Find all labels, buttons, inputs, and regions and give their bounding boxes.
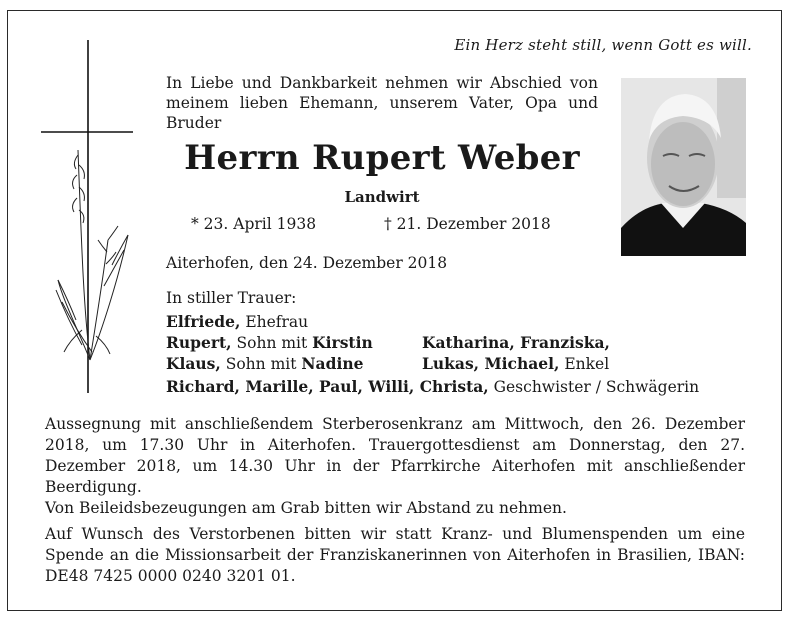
mourner-row [166,354,363,373]
condolence-paragraph: Von Beileidsbezeugungen am Grab bitten wir Abstand zu nehmen. [45,499,567,517]
mourner-relation: Ehefrau [240,313,309,331]
mourner-relation: Sohn mit [220,355,302,373]
mourner-partner: Kirstin [312,333,373,352]
cross-with-wheat-icon [38,40,138,400]
grandchildren-names: Lukas, Michael, [422,354,560,373]
grandchildren-relation: Enkel [559,355,610,373]
birth-date: * 23. April 1938 [191,215,317,233]
place-and-date: Aiterhofen, den 24. Dezember 2018 [166,254,448,272]
mourner-row [166,333,373,352]
mourner-relation: Sohn mit [231,334,313,352]
sibling-names: Richard, Marille, Paul, Willi, Christa, [166,377,489,396]
donation-paragraph: Auf Wunsch des Verstorbenen bitten wir statt Kranz- und Blumenspenden um eine Spende an die Missionsarbeit der Franziskanerinnen von Aiterhofen in Brasilien, IBAN: DE48 7425 0000 0240 3201 01. [45,525,745,585]
mourner-name: Rupert, [166,333,232,352]
mourner-name: Klaus, [166,354,221,373]
occupation: Landwirt [344,188,420,206]
mourner-grandchildren [422,333,610,352]
intro-text: In Liebe und Dankbarkeit nehmen wir Abschied von meinem lieben Ehemann, unserem Vater, Opa und Bruder [166,74,598,132]
death-date: † 21. Dezember 2018 [384,215,551,233]
service-paragraph: Aussegnung mit anschließendem Sterberosenkranz am Mittwoch, den 26. Dezember 2018, um 17.30 Uhr in Aiterhofen. Trauergottesdienst am Donnerstag, den 27. Dezember 2018, um 14.30 Uhr in der Pfarrkirche Aiterhofen mit anschließender Beerdigung. [45,415,745,496]
deceased-name: Herrn Rupert Weber [184,138,580,178]
sibling-relation: Geschwister / Schwägerin [488,378,700,396]
motto: Ein Herz steht still, wenn Gott es will. [454,36,752,54]
mourner-grandchildren [422,354,609,373]
grandchildren-names: Katharina, Franziska, [422,333,610,352]
mourner-partner: Nadine [301,354,364,373]
mourner-row [166,377,699,396]
mourner-row [166,312,308,331]
mourning-heading: In stiller Trauer: [166,289,297,307]
portrait-photo [621,78,746,256]
mourner-name: Elfriede, [166,312,241,331]
